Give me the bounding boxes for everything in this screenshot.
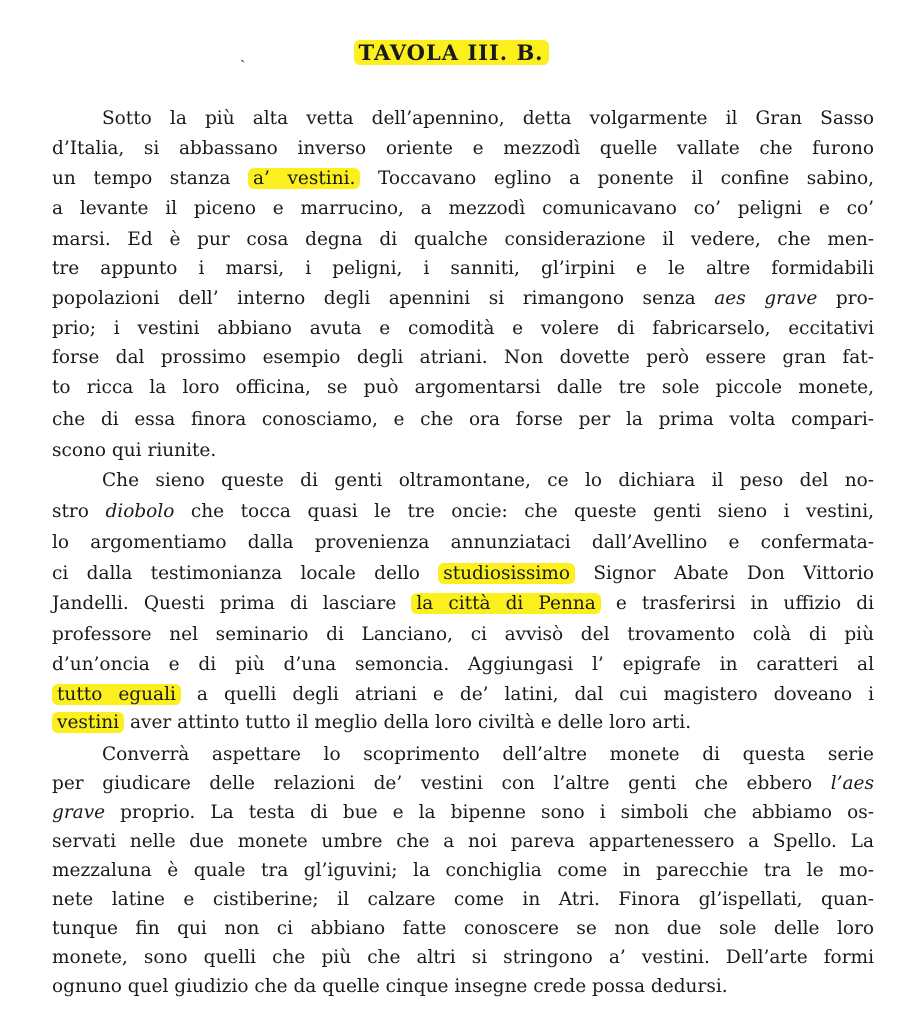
paragraph-2-line-9 xyxy=(52,708,874,738)
paragraph-2-line-3: lo argomentiamo dalla provenienza annunziataci dall’Avellino e confermata- xyxy=(52,532,874,553)
text-span: proprio. La testa di bue e la bipenne sono i simboli che abbiamo os- xyxy=(120,802,874,823)
paragraph-1-line-8: prio; i vestini abbiano avuta e comodità e volere di fabricarselo, eccitativi xyxy=(52,318,874,339)
paragraph-1-line-7 xyxy=(52,284,874,314)
paragraph-1-line-6: tre appunto i marsi, i peligni, i sanniti, gl’irpini e le altre formidabili xyxy=(52,258,874,279)
text-span: a quelli degli atriani e de’ latini, dal cui magistero doveano i xyxy=(196,684,875,705)
title-letter: B. xyxy=(516,40,544,65)
italic-aes: l’aes xyxy=(830,773,874,794)
italic-diobolo: diobolo xyxy=(105,501,175,522)
highlight-studiosissimo: studiosissimo xyxy=(438,563,575,584)
paragraph-1-line-10: to ricca la loro officina, se può argomentarsi dalle tre sole piccole monete, xyxy=(52,377,874,398)
paragraph-1-line-1: Sotto la più alta vetta dell’apennino, detta volgarmente il Gran Sasso xyxy=(102,108,874,129)
text-span: un tempo stanza xyxy=(52,168,231,189)
paragraph-1-line-3 xyxy=(52,164,874,194)
text-span: e trasferirsi in uffizio di xyxy=(615,593,874,614)
paragraph-1-line-12: scono qui riunite. xyxy=(52,440,217,461)
paragraph-1-line-2: d’Italia, si abbassano inverso oriente e mezzodì quelle vallate che furono xyxy=(52,138,874,159)
paragraph-2-line-8 xyxy=(52,680,874,710)
paragraph-1-line-9: forse dal prossimo esempio degli atriani. Non dovette però essere gran fat- xyxy=(52,347,874,368)
page-title xyxy=(0,40,902,65)
paragraph-3-line-7: tunque fin qui non ci abbiano fatte conoscere se non due sole delle loro xyxy=(52,918,874,939)
paragraph-2-line-5 xyxy=(52,589,874,619)
paragraph-3-line-9: ognuno quel giudizio che da quelle cinque insegne crede possa dedursi. xyxy=(52,976,728,997)
highlight-vestini-2: vestini xyxy=(52,712,124,733)
paragraph-2-line-4 xyxy=(52,559,874,589)
text-span: Toccavano eglino a ponente il confine sabino, xyxy=(377,168,874,189)
paragraph-3-line-2 xyxy=(52,769,874,799)
paragraph-1-line-5: marsi. Ed è pur cosa degna di qualche considerazione il vedere, che men- xyxy=(52,229,874,250)
paragraph-3-line-8: monete, sono quelli che più che altri si stringono a’ vestini. Dell’arte formi xyxy=(52,947,874,968)
paragraph-3-line-4: servati nelle due monete umbre che a noi pareva appartenessero a Spello. La xyxy=(52,831,874,852)
italic-aes-grave: aes grave xyxy=(714,288,818,309)
italic-grave: grave xyxy=(52,802,106,823)
paragraph-3-line-1: Converrà aspettare lo scoprimento dell’altre monete di questa serie xyxy=(102,744,874,765)
text-span: popolazioni dell’ interno degli apennini si rimangono senza xyxy=(52,288,696,309)
text-span: Signor Abate Don Vittorio xyxy=(593,563,874,584)
text-span: pro- xyxy=(835,288,874,309)
highlight-vestini: a’ vestini. xyxy=(248,168,360,189)
paragraph-3-line-5: mezzaluna è quale tra gl’iguvini; la conchiglia come in parecchie tra le mo- xyxy=(52,860,874,881)
text-span: che tocca quasi le tre oncie: che queste genti sieno i vestini, xyxy=(190,501,874,522)
highlight-tutto-eguali: tutto eguali xyxy=(52,684,181,705)
text-span: stro xyxy=(52,501,89,522)
text-span: per giudicare delle relazioni de’ vestini con l’altre genti che ebbero xyxy=(52,773,813,794)
paragraph-2-line-2 xyxy=(52,497,874,527)
highlight-citta-di-penna: la città di Penna xyxy=(411,593,600,614)
title-highlight xyxy=(354,40,549,65)
paragraph-2-line-1: Che sieno queste di genti oltramontane, ce lo dichiara il peso del no- xyxy=(102,470,874,491)
paragraph-3-line-6: nete latine e cistiberine; il calzare come in Atri. Finora gl’ispellati, quan- xyxy=(52,889,874,910)
stray-mark: ˎ xyxy=(240,44,246,63)
paragraph-2-line-6: professore nel seminario di Lanciano, ci avvisò del trovamento colà di più xyxy=(52,624,874,645)
paragraph-1-line-4: a levante il piceno e marrucino, a mezzodì comunicavano co’ peligni e co’ xyxy=(52,198,874,219)
text-span: ci dalla testimonianza locale dello xyxy=(52,563,420,584)
text-span: Jandelli. Questi prima di lasciare xyxy=(52,593,397,614)
title-main: TAVOLA III. xyxy=(358,40,509,65)
paragraph-2-line-7: d’un’oncia e di più d’una semoncia. Aggiungasi l’ epigrafe in caratteri al xyxy=(52,654,874,675)
paragraph-3-line-3 xyxy=(52,798,874,828)
text-span: aver attinto tutto il meglio della loro civiltà e delle loro arti. xyxy=(129,712,692,733)
paragraph-1-line-11: che di essa finora conosciamo, e che ora forse per la prima volta compari- xyxy=(52,409,874,430)
